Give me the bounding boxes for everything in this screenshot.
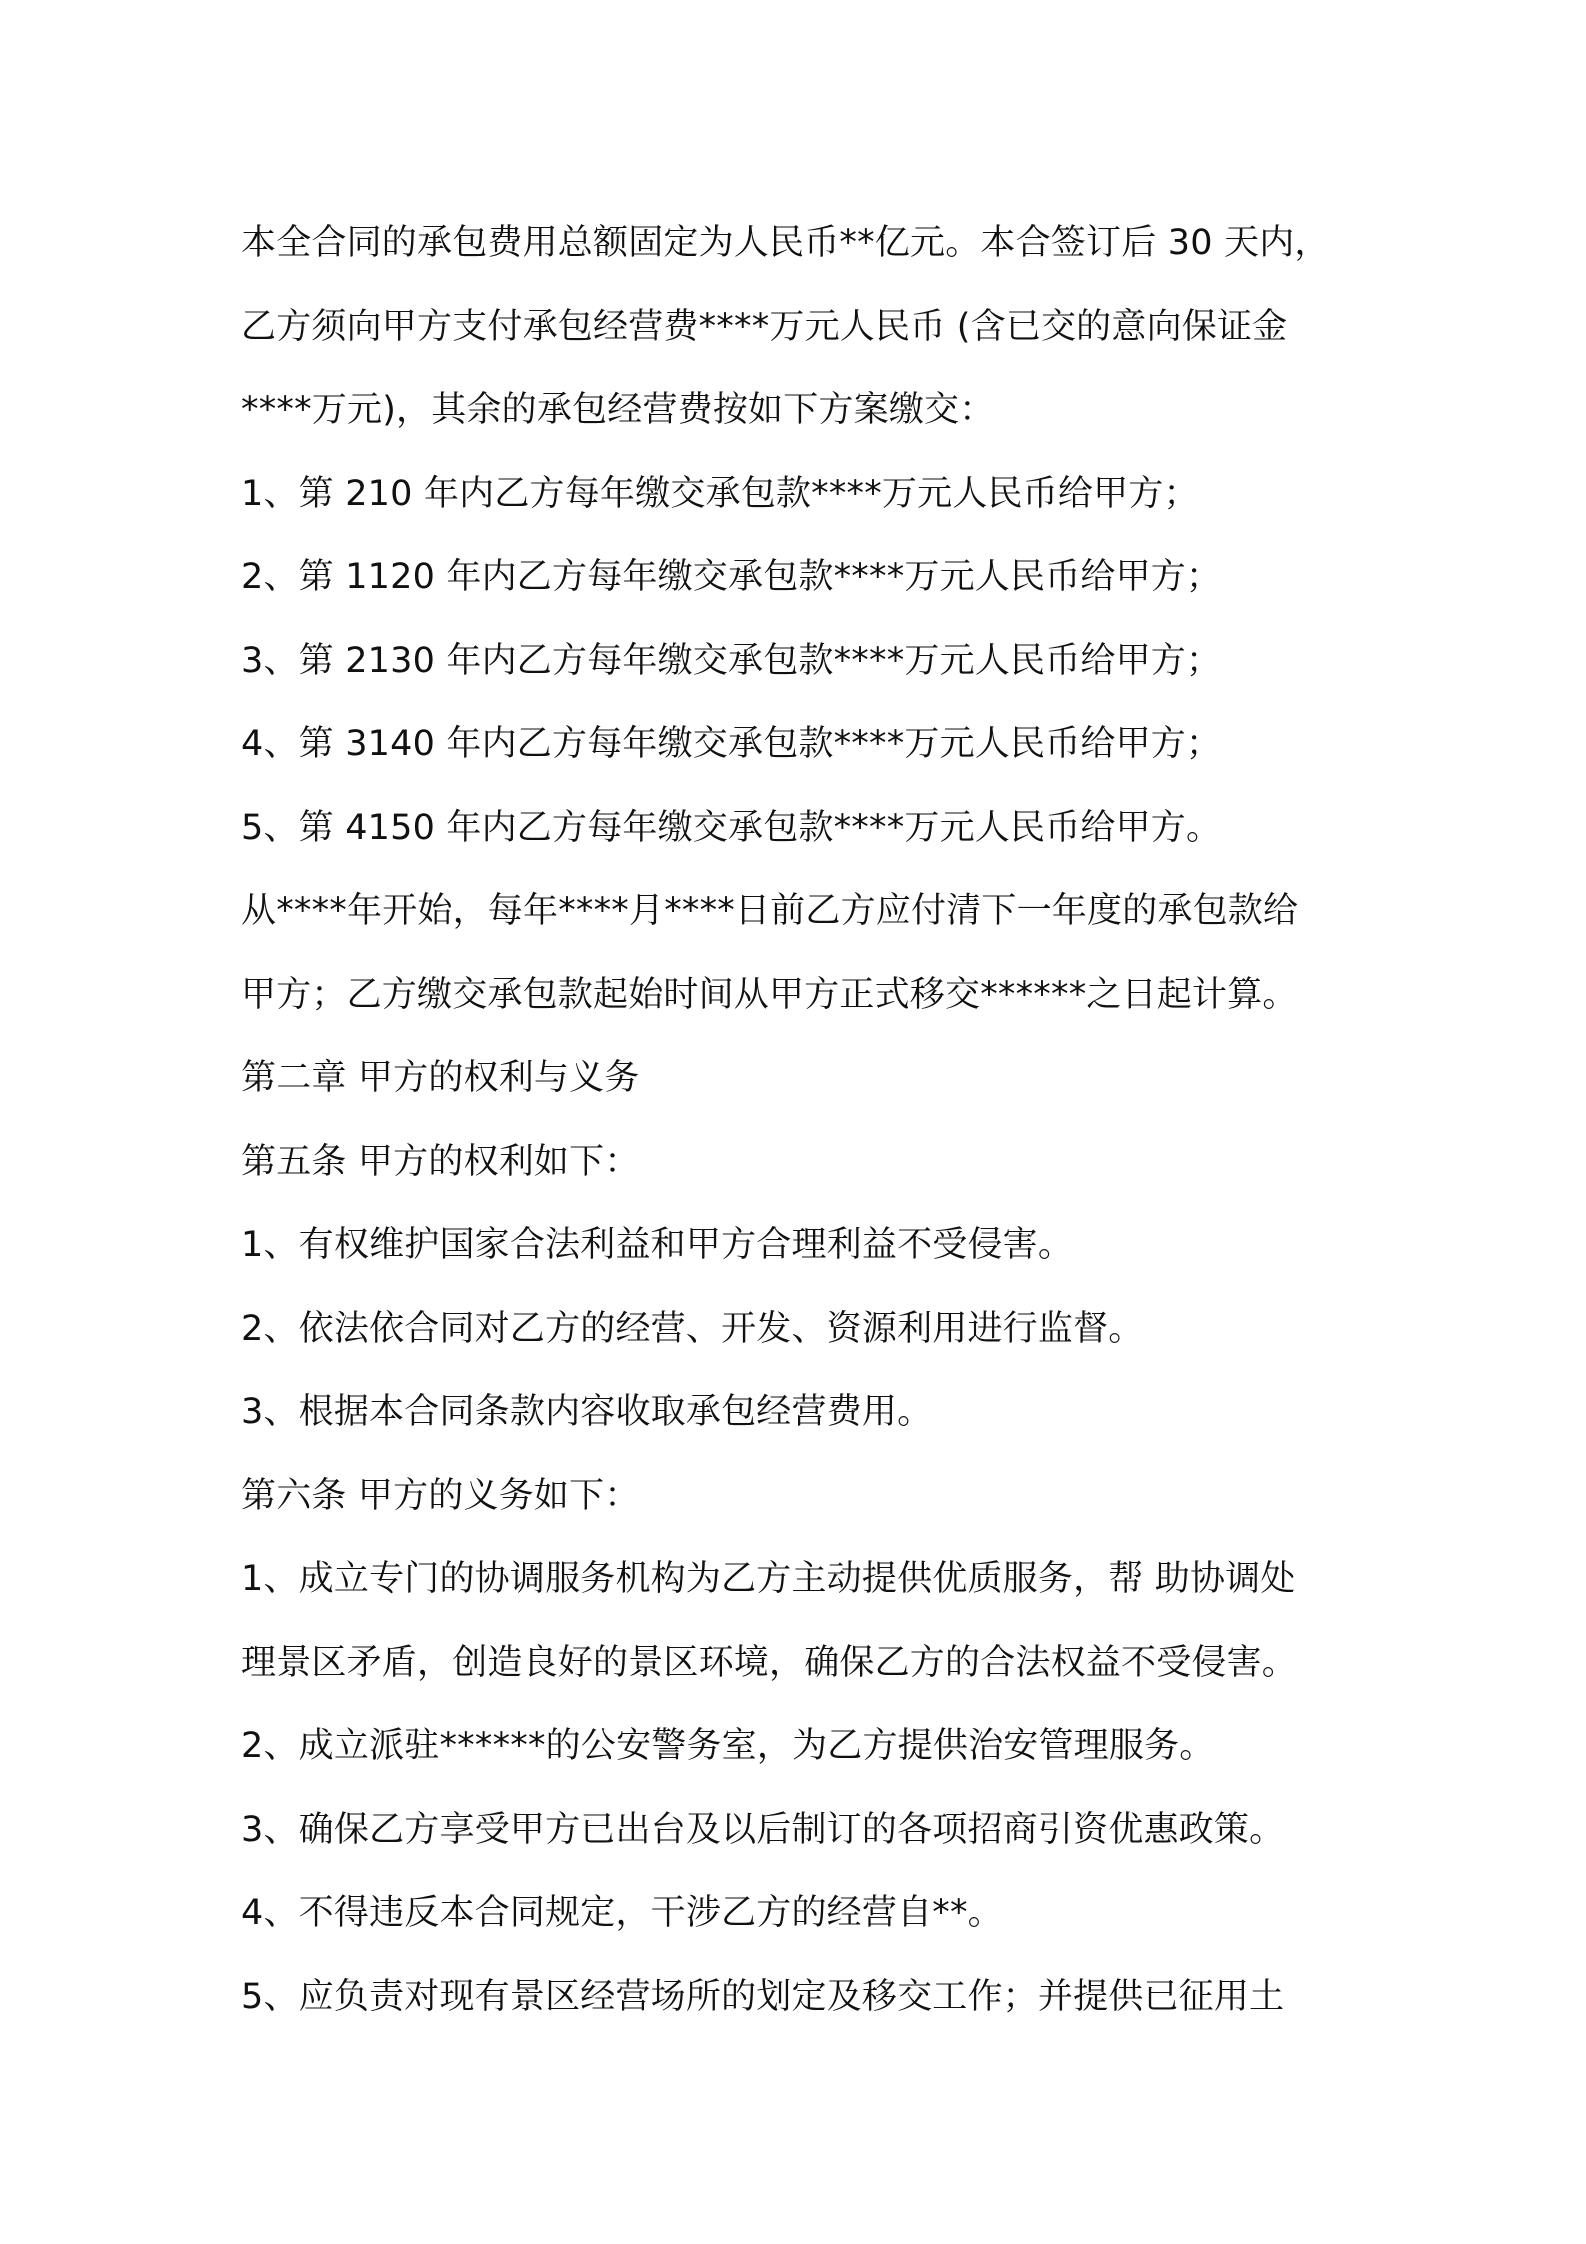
list-item: 1、第 210 年内乙方每年缴交承包款****万元人民币给甲方；	[241, 473, 1199, 514]
list-item: 1、成立专门的协调服务机构为乙方主动提供优质服务，帮 助协调处	[241, 1559, 1296, 1599]
text-line-payment-plan: ****万元)，其余的承包经营费按如下方案缴交：	[241, 390, 995, 430]
list-item: 3、根据本合同条款内容收取承包经营费用。	[241, 1392, 933, 1432]
list-item: 3、第 2130 年内乙方每年缴交承包款****万元人民币给甲方；	[241, 640, 1222, 681]
text-line-deadline: 从****年开始，每年****月****日前乙方应付清下一年度的承包款给	[241, 891, 1299, 931]
text-line-payment: 乙方须向甲方支付承包经营费****万元人民币 (含已交的意向保证金	[241, 306, 1288, 347]
list-item: 3、确保乙方享受甲方已出台及以后制订的各项招商引资优惠政策。	[241, 1809, 1285, 1850]
list-item: 2、依法依合同对乙方的经营、开发、资源利用进行监督。	[241, 1308, 1144, 1349]
list-item: 4、第 3140 年内乙方每年缴交承包款****万元人民币给甲方；	[241, 724, 1222, 764]
text-line-continuation: 理景区矛盾，创造良好的景区环境，确保乙方的合法权益不受侵害。	[241, 1642, 1298, 1683]
list-item: 2、成立派驻******的公安警务室，为乙方提供治安管理服务。	[241, 1726, 1215, 1766]
list-item: 4、不得违反本合同规定，干涉乙方的经营自**。	[241, 1893, 1003, 1933]
list-item: 1、有权维护国家合法利益和甲方合理利益不受侵害。	[241, 1225, 1074, 1265]
chapter-heading: 第二章 甲方的权利与义务	[241, 1058, 640, 1098]
document-body	[241, 202, 1371, 2039]
article-heading-obligations: 第六条 甲方的义务如下：	[241, 1475, 640, 1516]
list-item: 5、应负责对现有景区经营场所的划定及移交工作；并提供已征用土	[241, 1976, 1285, 2017]
text-line-fee-total: 本全合同的承包费用总额固定为人民币**亿元。本合签订后 30 天内，	[241, 223, 1330, 263]
list-item: 2、第 1120 年内乙方每年缴交承包款****万元人民币给甲方；	[241, 557, 1222, 597]
list-item: 5、第 4150 年内乙方每年缴交承包款****万元人民币给甲方。	[241, 807, 1222, 848]
text-line-start-date: 甲方；乙方缴交承包款起始时间从甲方正式移交******之日起计算。	[241, 974, 1298, 1015]
article-heading-rights: 第五条 甲方的权利如下：	[241, 1141, 640, 1182]
